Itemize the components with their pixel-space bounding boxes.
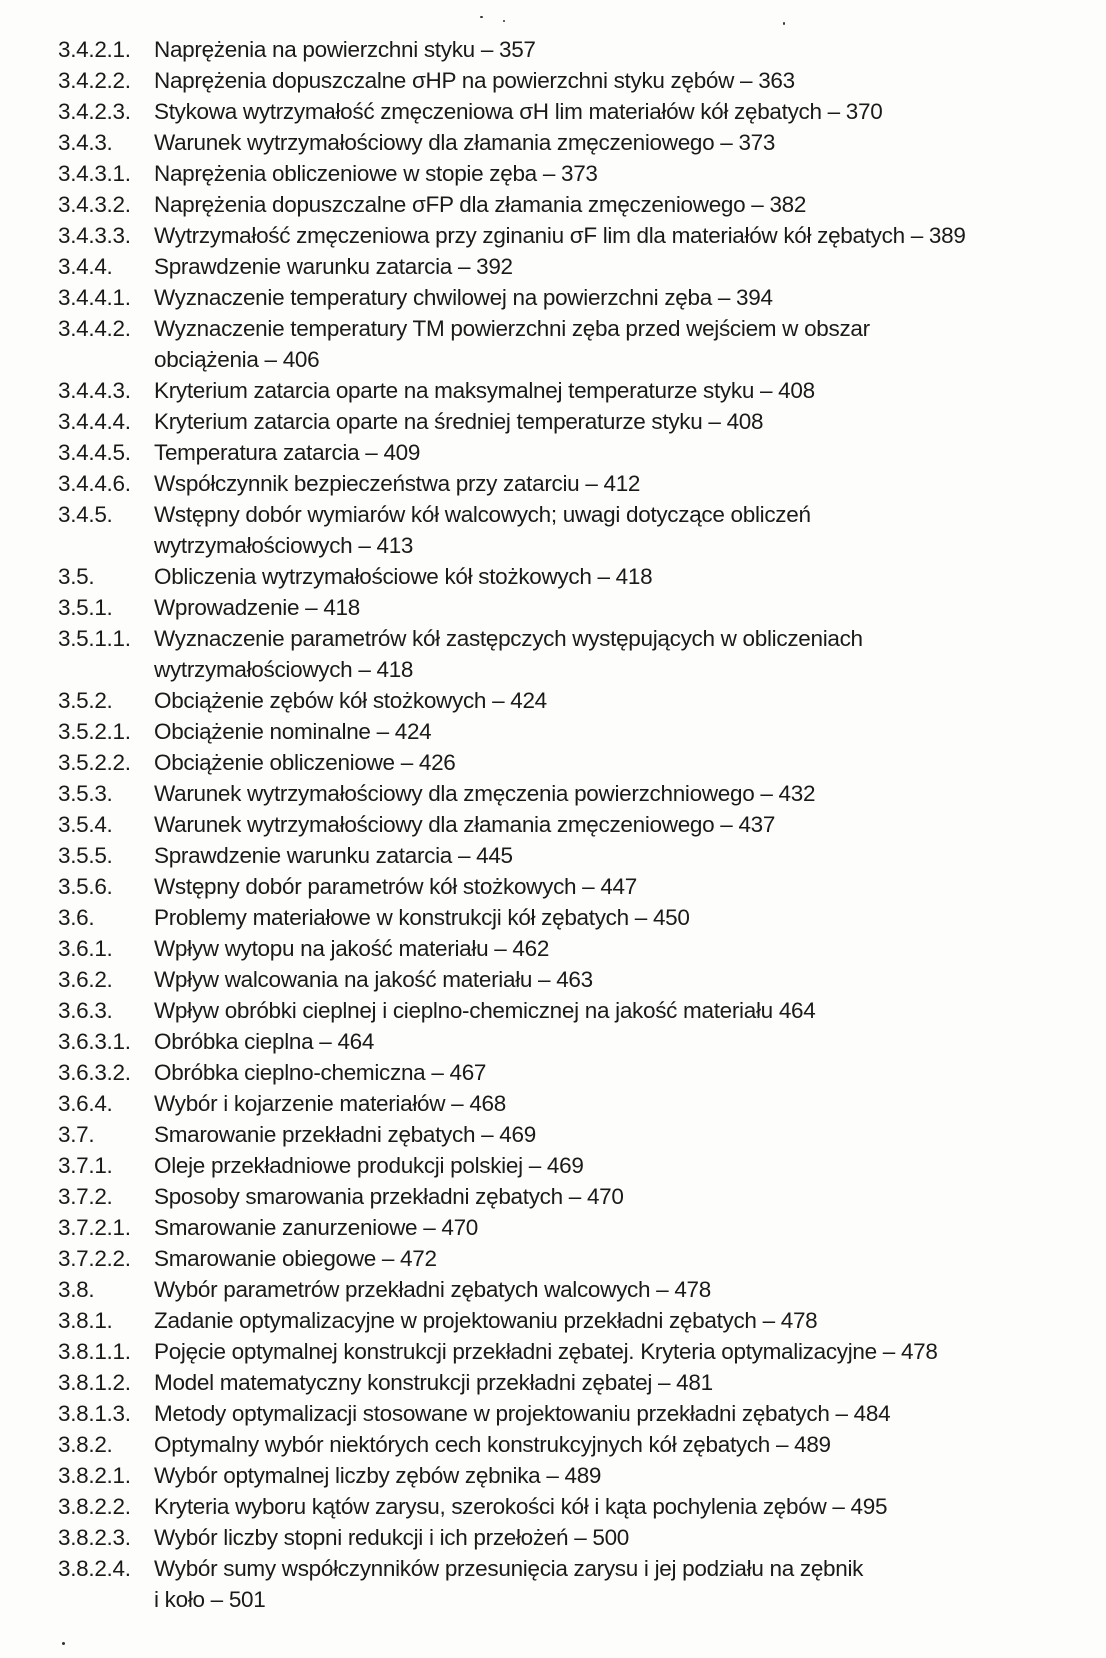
toc-entry-number: 3.6.3.1.: [58, 1029, 131, 1054]
toc-entry: [58, 871, 1058, 902]
toc-entry: [58, 1274, 1058, 1305]
toc-entry: [58, 1398, 1058, 1429]
toc-entry-text: Optymalny wybór niektórych cech konstrukcyjnych kół zębatych – 489: [154, 1432, 831, 1457]
toc-entry-text: Obciążenie nominalne – 424: [154, 719, 432, 744]
toc-entry-title: [154, 1305, 1058, 1336]
toc-entry-title: [154, 468, 1058, 499]
toc-entry: [58, 995, 1058, 1026]
toc-entry: [58, 561, 1058, 592]
toc-entry-number: 3.8.: [58, 1277, 95, 1302]
toc-entry-number: 3.4.4.5.: [58, 440, 131, 465]
toc-entry-text: Warunek wytrzymałościowy dla złamania zmęczeniowego – 373: [154, 130, 776, 155]
toc-entry: [58, 406, 1058, 437]
toc-entry: [58, 964, 1058, 995]
toc-entry-title: [154, 840, 1058, 871]
toc-entry-text: Współczynnik bezpieczeństwa przy zatarciu – 412: [154, 471, 641, 496]
toc-entry-title: [154, 1243, 1058, 1274]
toc-entry-title: [154, 871, 1058, 902]
toc-entry: [58, 1553, 1058, 1615]
scan-speck: [503, 20, 505, 22]
toc-entry-number: 3.6.2.: [58, 967, 113, 992]
toc-entry-number: 3.4.2.2.: [58, 68, 131, 93]
toc-entry: [58, 65, 1058, 96]
toc-entry-number: 3.6.3.: [58, 998, 113, 1023]
toc-entry: [58, 1305, 1058, 1336]
toc-entry-number: 3.4.4.2.: [58, 316, 131, 341]
toc-entry-number: 3.8.2.2.: [58, 1494, 131, 1519]
toc-entry-text: Smarowanie przekładni zębatych – 469: [154, 1122, 536, 1147]
toc-entry-title: [154, 623, 1058, 685]
toc-entry: [58, 1088, 1058, 1119]
toc-entry-text: Sprawdzenie warunku zatarcia – 392: [154, 254, 513, 279]
toc-entry: [58, 778, 1058, 809]
toc-entry-continuation: wytrzymałościowych – 413: [154, 533, 414, 558]
toc-entry-text: Sprawdzenie warunku zatarcia – 445: [154, 843, 513, 868]
toc-entry: [58, 1026, 1058, 1057]
toc-entry-number: 3.8.1.1.: [58, 1339, 131, 1364]
toc-entry-title: [154, 1181, 1058, 1212]
toc-entry-number: 3.8.2.3.: [58, 1525, 131, 1550]
toc-entry-title: [154, 34, 1058, 65]
toc-entry-number: 3.6.3.2.: [58, 1060, 131, 1085]
toc-entry-text: Metody optymalizacji stosowane w projektowaniu przekładni zębatych – 484: [154, 1401, 891, 1426]
toc-entry-text: Kryterium zatarcia oparte na średniej temperaturze styku – 408: [154, 409, 764, 434]
toc-entry-number: 3.7.2.: [58, 1184, 113, 1209]
toc-entry-text: Temperatura zatarcia – 409: [154, 440, 421, 465]
toc-entry-text: Wybór liczby stopni redukcji i ich przełożeń – 500: [154, 1525, 630, 1550]
toc-entry-number: 3.8.1.: [58, 1308, 113, 1333]
toc-entry-text: Smarowanie obiegowe – 472: [154, 1246, 437, 1271]
toc-entry-title: [154, 406, 1058, 437]
toc-entry-text: Wybór sumy współczynników przesunięcia zarysu i jej podziału na zębnik: [154, 1556, 864, 1581]
toc-entry: [58, 437, 1058, 468]
toc-entry-text: Obróbka cieplno-chemiczna – 467: [154, 1060, 487, 1085]
toc-entry-number: 3.4.3.2.: [58, 192, 131, 217]
toc-entry: [58, 1367, 1058, 1398]
toc-entry: [58, 282, 1058, 313]
toc-entry: [58, 1150, 1058, 1181]
toc-entry-number: 3.4.4.3.: [58, 378, 131, 403]
toc-entry-number: 3.8.1.3.: [58, 1401, 131, 1426]
toc-entry-title: [154, 1429, 1058, 1460]
toc-entry-number: 3.5.1.1.: [58, 626, 131, 651]
toc-entry: [58, 623, 1058, 685]
toc-entry-text: Wpływ obróbki cieplnej i cieplno-chemicznej na jakość materiału 464: [154, 998, 816, 1023]
toc-entry-title: [154, 1491, 1058, 1522]
toc-entry: [58, 1429, 1058, 1460]
toc-entry-continuation: obciążenia – 406: [154, 347, 320, 372]
toc-entry-number: 3.4.3.1.: [58, 161, 131, 186]
toc-entry-text: Warunek wytrzymałościowy dla zmęczenia powierzchniowego – 432: [154, 781, 816, 806]
toc-entry-number: 3.5.5.: [58, 843, 113, 868]
toc-entry-number: 3.5.3.: [58, 781, 113, 806]
toc-entry-text: Smarowanie zanurzeniowe – 470: [154, 1215, 478, 1240]
toc-entry: [58, 1212, 1058, 1243]
toc-entry-text: Naprężenia obliczeniowe w stopie zęba – 373: [154, 161, 598, 186]
toc-entry-number: 3.8.2.1.: [58, 1463, 131, 1488]
toc-entry-title: [154, 1336, 1058, 1367]
toc-entry-title: [154, 778, 1058, 809]
toc-entry: [58, 220, 1058, 251]
toc-entry-title: [154, 1150, 1058, 1181]
toc-entry: [58, 716, 1058, 747]
toc-entry-text: Pojęcie optymalnej konstrukcji przekładni zębatej. Kryteria optymalizacyjne – 478: [154, 1339, 938, 1364]
toc-entry-text: Kryterium zatarcia oparte na maksymalnej temperaturze styku – 408: [154, 378, 815, 403]
toc-entry-title: [154, 282, 1058, 313]
toc-entry-title: [154, 375, 1058, 406]
toc-entry-number: 3.6.1.: [58, 936, 113, 961]
toc-entry-title: [154, 65, 1058, 96]
toc-entry-title: [154, 313, 1058, 375]
toc-entry-title: [154, 1398, 1058, 1429]
toc-entry: [58, 1460, 1058, 1491]
toc-entry-text: Wpływ walcowania na jakość materiału – 463: [154, 967, 593, 992]
toc-entry-number: 3.8.2.: [58, 1432, 113, 1457]
toc-entry: [58, 809, 1058, 840]
toc-entry: [58, 685, 1058, 716]
toc-entry-title: [154, 1460, 1058, 1491]
toc-entry-title: [154, 561, 1058, 592]
toc-entry-text: Model matematyczny konstrukcji przekładni zębatej – 481: [154, 1370, 713, 1395]
toc-entry: [58, 1057, 1058, 1088]
toc-entry: [58, 127, 1058, 158]
table-of-contents: [58, 34, 1058, 1615]
toc-entry-text: Problemy materiałowe w konstrukcji kół zębatych – 450: [154, 905, 690, 930]
toc-entry-title: [154, 1088, 1058, 1119]
toc-entry-title: [154, 933, 1058, 964]
toc-entry-title: [154, 1274, 1058, 1305]
toc-entry: [58, 1491, 1058, 1522]
toc-entry-title: [154, 1057, 1058, 1088]
toc-entry: [58, 1336, 1058, 1367]
toc-entry-text: Zadanie optymalizacyjne w projektowaniu przekładni zębatych – 478: [154, 1308, 818, 1333]
toc-entry-number: 3.6.: [58, 905, 95, 930]
toc-entry-number: 3.5.2.2.: [58, 750, 131, 775]
toc-entry-number: 3.5.: [58, 564, 95, 589]
toc-entry-text: Wybór i kojarzenie materiałów – 468: [154, 1091, 506, 1116]
toc-entry: [58, 747, 1058, 778]
toc-entry-title: [154, 1119, 1058, 1150]
toc-entry-number: 3.8.2.4.: [58, 1556, 131, 1581]
toc-entry-number: 3.7.: [58, 1122, 95, 1147]
toc-entry-number: 3.7.1.: [58, 1153, 113, 1178]
toc-entry-text: Naprężenia dopuszczalne σHP na powierzchni styku zębów – 363: [154, 68, 795, 93]
toc-entry-text: Wyznaczenie temperatury chwilowej na powierzchni zęba – 394: [154, 285, 773, 310]
toc-entry-text: Sposoby smarowania przekładni zębatych – 470: [154, 1184, 624, 1209]
toc-entry-title: [154, 189, 1058, 220]
scan-speck: [783, 22, 785, 25]
toc-entry-text: Naprężenia dopuszczalne σFP dla złamania zmęczeniowego – 382: [154, 192, 807, 217]
toc-entry-number: 3.5.2.: [58, 688, 113, 713]
toc-entry-number: 3.4.4.6.: [58, 471, 131, 496]
toc-entry-title: [154, 809, 1058, 840]
toc-entry-title: [154, 1367, 1058, 1398]
toc-entry-text: Warunek wytrzymałościowy dla złamania zmęczeniowego – 437: [154, 812, 776, 837]
toc-entry-title: [154, 716, 1058, 747]
toc-entry-title: [154, 964, 1058, 995]
toc-entry-number: 3.5.4.: [58, 812, 113, 837]
toc-entry: [58, 1181, 1058, 1212]
toc-entry: [58, 902, 1058, 933]
toc-entry: [58, 468, 1058, 499]
toc-entry-title: [154, 220, 1058, 251]
toc-entry-text: Obciążenie obliczeniowe – 426: [154, 750, 456, 775]
toc-entry-title: [154, 592, 1058, 623]
scan-speck: [480, 16, 483, 18]
toc-entry: [58, 158, 1058, 189]
toc-entry-text: Wprowadzenie – 418: [154, 595, 360, 620]
toc-entry-number: 3.4.2.3.: [58, 99, 131, 124]
toc-entry-text: Wybór optymalnej liczby zębów zębnika – 489: [154, 1463, 602, 1488]
toc-entry-text: Wyznaczenie temperatury TM powierzchni zęba przed wejściem w obszar: [154, 316, 870, 341]
toc-entry-text: Obróbka cieplna – 464: [154, 1029, 375, 1054]
toc-entry-title: [154, 685, 1058, 716]
toc-entry-title: [154, 902, 1058, 933]
toc-entry-number: 3.5.1.: [58, 595, 113, 620]
toc-entry-title: [154, 437, 1058, 468]
toc-entry-continuation: wytrzymałościowych – 418: [154, 657, 414, 682]
toc-entry-text: Naprężenia na powierzchni styku – 357: [154, 37, 536, 62]
toc-entry-title: [154, 127, 1058, 158]
toc-entry: [58, 96, 1058, 127]
toc-entry: [58, 251, 1058, 282]
toc-entry-text: Wpływ wytopu na jakość materiału – 462: [154, 936, 550, 961]
toc-entry: [58, 1522, 1058, 1553]
toc-entry-text: Obciążenie zębów kół stożkowych – 424: [154, 688, 547, 713]
toc-entry-number: 3.4.3.3.: [58, 223, 131, 248]
toc-entry-number: 3.4.4.4.: [58, 409, 131, 434]
toc-entry-number: 3.5.2.1.: [58, 719, 131, 744]
toc-entry-title: [154, 1522, 1058, 1553]
toc-entry-title: [154, 1553, 1058, 1615]
toc-entry: [58, 840, 1058, 871]
toc-entry-number: 3.5.6.: [58, 874, 113, 899]
toc-entry-continuation: i koło – 501: [154, 1587, 266, 1612]
toc-entry: [58, 933, 1058, 964]
toc-entry-text: Wyznaczenie parametrów kół zastępczych występujących w obliczeniach: [154, 626, 863, 651]
toc-entry-number: 3.8.1.2.: [58, 1370, 131, 1395]
toc-entry-number: 3.7.2.1.: [58, 1215, 131, 1240]
toc-entry: [58, 375, 1058, 406]
toc-entry-text: Wybór parametrów przekładni zębatych walcowych – 478: [154, 1277, 711, 1302]
toc-entry: [58, 1119, 1058, 1150]
toc-entry: [58, 189, 1058, 220]
toc-entry-number: 3.6.4.: [58, 1091, 113, 1116]
toc-entry-title: [154, 158, 1058, 189]
toc-entry: [58, 592, 1058, 623]
toc-entry-text: Wytrzymałość zmęczeniowa przy zginaniu σF lim dla materiałów kół zębatych – 389: [154, 223, 966, 248]
toc-entry: [58, 34, 1058, 65]
toc-entry-title: [154, 96, 1058, 127]
toc-entry-text: Oleje przekładniowe produkcji polskiej – 469: [154, 1153, 584, 1178]
toc-entry-text: Wstępny dobór parametrów kół stożkowych – 447: [154, 874, 637, 899]
toc-entry-title: [154, 747, 1058, 778]
toc-entry: [58, 499, 1058, 561]
toc-entry-text: Stykowa wytrzymałość zmęczeniowa σH lim materiałów kół zębatych – 370: [154, 99, 883, 124]
toc-entry-number: 3.4.5.: [58, 502, 113, 527]
toc-entry-number: 3.7.2.2.: [58, 1246, 131, 1271]
toc-entry-number: 3.4.2.1.: [58, 37, 131, 62]
toc-entry-text: Obliczenia wytrzymałościowe kół stożkowych – 418: [154, 564, 653, 589]
toc-entry-title: [154, 1026, 1058, 1057]
toc-entry-number: 3.4.4.: [58, 254, 113, 279]
toc-entry: [58, 1243, 1058, 1274]
toc-entry: [58, 313, 1058, 375]
toc-entry-title: [154, 499, 1058, 561]
toc-entry-title: [154, 995, 1058, 1026]
toc-entry-number: 3.4.3.: [58, 130, 113, 155]
scan-speck: [62, 1642, 65, 1645]
toc-entry-title: [154, 251, 1058, 282]
toc-entry-text: Kryteria wyboru kątów zarysu, szerokości kół i kąta pochylenia zębów – 495: [154, 1494, 888, 1519]
toc-entry-title: [154, 1212, 1058, 1243]
toc-entry-text: Wstępny dobór wymiarów kół walcowych; uwagi dotyczące obliczeń: [154, 502, 811, 527]
toc-entry-number: 3.4.4.1.: [58, 285, 131, 310]
